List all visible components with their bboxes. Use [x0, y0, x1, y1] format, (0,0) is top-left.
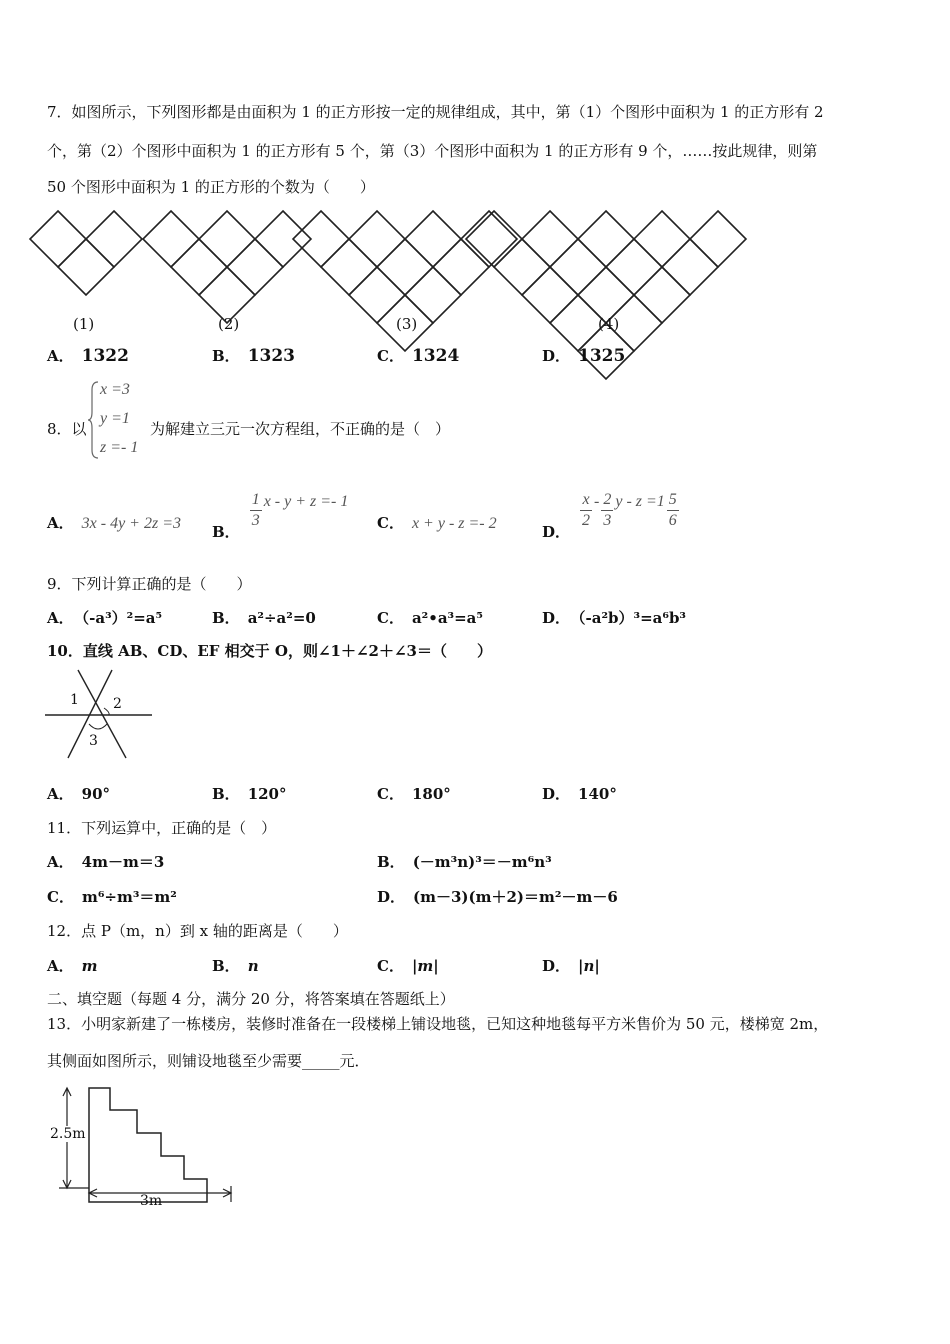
q7-figure-2 [143, 211, 311, 323]
q10-intersecting-lines-figure [40, 668, 160, 763]
q10-angle-arc-3 [89, 724, 107, 729]
q11-option-d-label: D． [377, 888, 406, 906]
q7-stem-line2: 个，第（2）个图形中面积为 1 的正方形有 5 个，第（3）个图形中面积为 1 的正方形有 9 个，……按此规律，则第 [47, 142, 818, 160]
q12-stem: 12．点 P（m，n）到 x 轴的距离是（ ） [47, 922, 348, 940]
q8-option-d-text: y - z =1 [615, 492, 665, 510]
q10-option-b-label: B． [212, 785, 240, 803]
q8-option-b[interactable] [212, 490, 349, 541]
q12-option-c-label: C． [377, 957, 404, 975]
q7-unit-square [255, 211, 311, 267]
q8-option-d-f2-den: 3 [603, 512, 612, 529]
q8-option-d-fraction-3 [667, 490, 679, 531]
q11-option-b-text: (－m³n)³＝－m⁶n³ [412, 853, 552, 871]
q7-unit-square [171, 239, 227, 295]
q7-unit-square [690, 211, 746, 267]
q9-option-a[interactable] [47, 607, 162, 628]
q11-option-c[interactable] [47, 886, 177, 907]
q8-option-d[interactable] [542, 490, 681, 541]
q7-figure-label-2: (2) [218, 315, 240, 333]
q7-unit-square [30, 211, 86, 267]
q7-option-c-label: C． [377, 347, 404, 365]
q11-option-b-label: B． [377, 853, 405, 871]
q7-unit-square [634, 267, 690, 323]
q7-option-d-label: D． [542, 347, 571, 365]
q7-option-c[interactable] [377, 345, 459, 366]
q12-option-c-text: |m| [411, 957, 439, 975]
q12-option-b-label: B． [212, 957, 240, 975]
q8-option-d-f3-num: 5 [667, 490, 679, 511]
q7-stem-line1: 7．如图所示，下列图形都是由面积为 1 的正方形按一定的规律组成，其中，第（1）个图形中面积为 1 的正方形有 2 [47, 103, 824, 121]
q9-option-b[interactable] [212, 607, 316, 628]
q10-angle-label-3: 3 [89, 733, 98, 749]
q11-option-d[interactable] [377, 886, 618, 907]
q9-option-d[interactable] [542, 607, 686, 628]
q8-option-a[interactable] [47, 512, 181, 533]
q9-option-a-label: A． [47, 609, 74, 627]
q7-figure-label-1: (1) [73, 315, 95, 333]
q8-option-d-fraction-1 [580, 490, 592, 531]
q8-option-a-text: 3x - 4y + 2z =3 [81, 515, 181, 532]
q11-option-a-label: A． [47, 853, 74, 871]
q8-suffix: 为解建立三元一次方程组，不正确的是（ ） [150, 420, 451, 438]
q7-figure-label-3: (3) [396, 315, 418, 333]
q7-unit-square [227, 239, 283, 295]
q9-option-c-label: C． [377, 609, 404, 627]
q10-angle-label-2: 2 [113, 696, 122, 712]
q7-unit-square [143, 211, 199, 267]
q11-option-b[interactable] [377, 851, 552, 872]
q11-stem: 11．下列运算中，正确的是（ ） [47, 819, 277, 837]
q11-option-d-text: (m－3)(m＋2)＝m²－m－6 [413, 888, 618, 906]
q7-option-b-label: B． [212, 347, 240, 365]
q7-option-d[interactable] [542, 345, 625, 366]
q9-option-b-label: B． [212, 609, 240, 627]
q7-figure-1 [30, 211, 142, 295]
q7-unit-square [522, 267, 578, 323]
q10-option-a-label: A． [47, 785, 74, 803]
q7-unit-square [293, 211, 349, 267]
q8-option-a-label: A． [47, 514, 74, 532]
q10-stem: 10．直线 AB、CD、EF 相交于 O，则∠1＋∠2＋∠3＝（ ） [47, 642, 492, 660]
q12-option-b-text: n [247, 957, 259, 975]
q7-unit-square [405, 211, 461, 267]
q8-system-eq2: y =1 [100, 410, 130, 427]
q10-option-b-text: 120° [247, 785, 287, 803]
q7-unit-square [578, 211, 634, 267]
q12-option-a[interactable] [47, 955, 98, 976]
q9-option-d-label: D． [542, 609, 571, 627]
q10-option-c-text: 180° [411, 785, 451, 803]
q13-height-label: 2.5m [50, 1126, 86, 1142]
q12-option-d-label: D． [542, 957, 571, 975]
q7-unit-square [321, 239, 377, 295]
q10-option-c[interactable] [377, 783, 451, 804]
q13-staircase-outline [89, 1088, 207, 1202]
q10-option-b[interactable] [212, 783, 287, 804]
q9-option-b-text: a²÷a²=0 [247, 609, 316, 627]
q8-option-c-label: C． [377, 514, 404, 532]
q7-option-a-label: A． [47, 347, 74, 365]
section2-heading: 二、填空题（每题 4 分，满分 20 分，将答案填在答题纸上） [47, 990, 455, 1008]
q7-option-c-text: 1324 [411, 346, 460, 366]
q8-option-b-denominator: 3 [251, 512, 260, 529]
q8-system-eq3: z =- 1 [100, 439, 139, 456]
q8-option-b-numerator: 1 [250, 490, 262, 511]
q10-line-left-diagonal [78, 670, 126, 758]
q10-option-a[interactable] [47, 783, 110, 804]
q8-system-eq1: x =3 [100, 381, 130, 398]
q7-unit-square [634, 211, 690, 267]
q11-option-a-text: 4m－m＝3 [81, 853, 165, 871]
q10-angle-arc-2 [104, 708, 109, 715]
q7-unit-square [461, 211, 517, 267]
q7-unit-square [433, 239, 489, 295]
q8-option-b-label: B． [212, 522, 240, 541]
q9-option-c-text: a²•a³=a⁵ [411, 609, 483, 627]
q13-stem-line1: 13．小明家新建了一栋楼房，装修时准备在一段楼梯上铺设地毯，已知这种地毯每平方米售价为 50 元，楼梯宽 2m， [47, 1015, 829, 1033]
q13-width-label: 3m [140, 1193, 163, 1209]
q7-option-a-text: 1322 [81, 346, 129, 366]
q13-stem-line2: 其侧面如图所示，则铺设地毯至少需要_____元． [47, 1052, 370, 1070]
q9-option-c[interactable] [377, 607, 483, 628]
q8-option-d-fraction-2 [601, 490, 613, 531]
q7-unit-square [550, 239, 606, 295]
q7-unit-square [199, 211, 255, 267]
q7-option-a[interactable] [47, 345, 129, 366]
q7-unit-square [86, 211, 142, 267]
q12-option-a-text: m [81, 957, 98, 975]
q8-option-d-f2-num: 2 [601, 490, 613, 511]
q8-option-b-text: x - y + z =- 1 [263, 492, 349, 510]
q8-option-d-f1-den: 2 [582, 512, 591, 529]
q12-option-c[interactable] [377, 955, 439, 976]
q7-unit-square [377, 239, 433, 295]
q8-option-c-text: x + y - z =- 2 [411, 515, 497, 532]
q10-option-a-text: 90° [81, 785, 111, 803]
q8-option-d-f3-den: 6 [668, 512, 677, 529]
q7-unit-square [522, 211, 578, 267]
q7-figure-label-4: (4) [598, 315, 620, 333]
q8-option-c[interactable] [377, 512, 497, 533]
q12-option-d-text: |n| [578, 957, 600, 975]
q8-option-d-label: D． [542, 522, 571, 541]
q7-option-b-text: 1323 [247, 346, 296, 366]
q8-option-d-minus: - [594, 492, 600, 510]
q10-option-d-text: 140° [578, 785, 617, 803]
q12-option-d[interactable] [542, 955, 600, 976]
q8-system-brace [88, 380, 100, 460]
q10-option-d-label: D． [542, 785, 571, 803]
q7-stem-line3: 50 个图形中面积为 1 的正方形的个数为（ ） [47, 178, 375, 196]
q12-option-a-label: A． [47, 957, 74, 975]
q9-option-d-text: （-a²b）³=a⁶b³ [578, 609, 687, 627]
q7-option-d-text: 1325 [578, 346, 626, 366]
q12-option-b[interactable] [212, 955, 259, 976]
q7-unit-square [466, 211, 522, 267]
q7-unit-square [662, 239, 718, 295]
q10-option-c-label: C． [377, 785, 404, 803]
q7-unit-square [494, 239, 550, 295]
q10-option-d[interactable] [542, 783, 617, 804]
q11-option-c-text: m⁶÷m³＝m² [81, 888, 177, 906]
q8-option-b-fraction [250, 490, 262, 531]
q7-unit-square [58, 239, 114, 295]
q10-angle-label-1: 1 [70, 692, 79, 708]
q9-stem: 9．下列计算正确的是（ ） [47, 575, 252, 593]
q8-option-d-f1-num: x [580, 490, 592, 511]
q11-option-a[interactable] [47, 851, 164, 872]
q7-unit-square [606, 239, 662, 295]
q7-unit-square [349, 211, 405, 267]
q9-option-a-text: （-a³）²=a⁵ [81, 609, 163, 627]
q8-prefix: 8．以 [47, 420, 87, 438]
q11-option-c-label: C． [47, 888, 74, 906]
q7-option-b[interactable] [212, 345, 295, 366]
q7-pattern-figures [0, 205, 720, 315]
